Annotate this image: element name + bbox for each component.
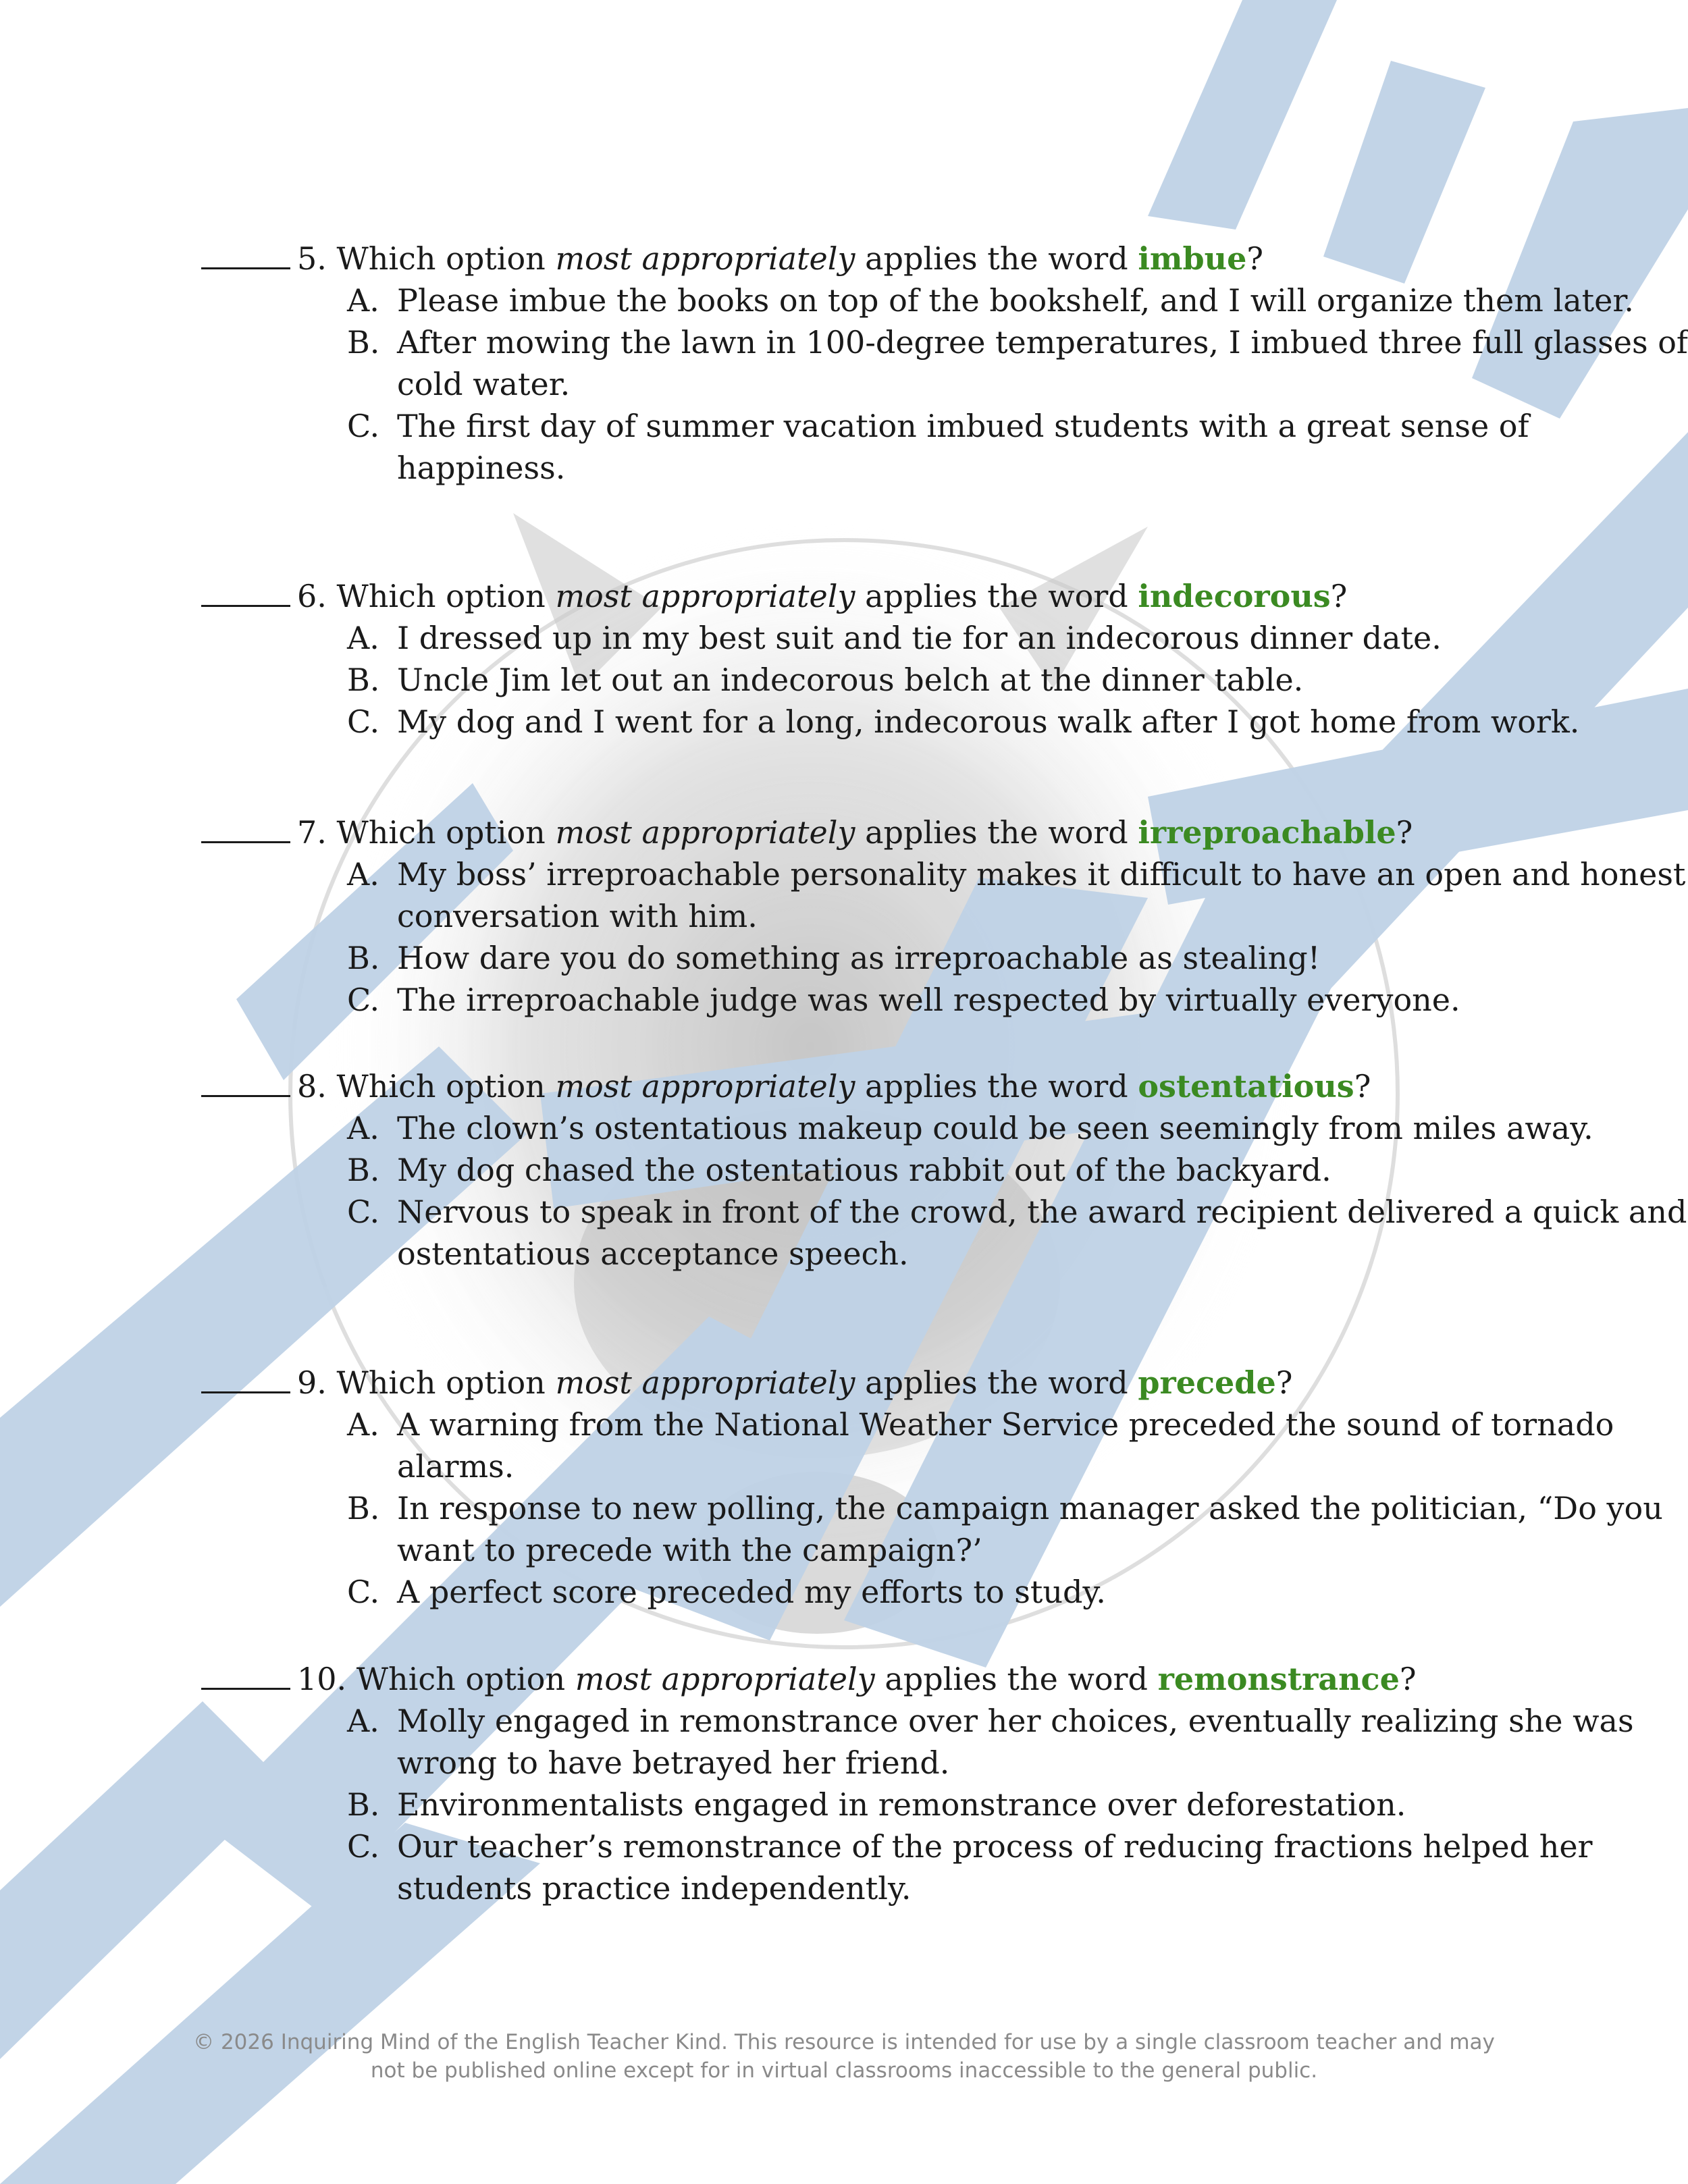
- option-letter: A.: [347, 1406, 379, 1443]
- text-span: The irreproachable judge was well respected by virtually everyone.: [397, 982, 1460, 1018]
- vocab-word: indecorous: [1138, 578, 1331, 614]
- text-span: applies the word: [865, 1364, 1128, 1401]
- text-span: In response to new polling, the campaign manager asked the politician, “Do you want to precede with the campaign?’: [397, 1490, 1663, 1568]
- text-span: After mowing the lawn in 100-degree temperatures, I imbued three full glasses of cold water.: [397, 324, 1688, 402]
- text-span: Our teacher’s remonstrance of the process of reducing fractions helped her students practice independently.: [397, 1828, 1593, 1907]
- text-span: applies the word: [885, 1661, 1148, 1697]
- stem-emphasis: most appropriately: [555, 1068, 855, 1104]
- text-span: applies the word: [865, 578, 1128, 614]
- option-a: [201, 853, 1688, 937]
- option-letter: C.: [347, 982, 380, 1018]
- option-letter: B.: [347, 324, 380, 361]
- text-span: applies the word: [865, 814, 1128, 851]
- answer-blank[interactable]: [201, 814, 290, 843]
- text-span: 9.: [297, 1364, 327, 1401]
- question-7: [201, 811, 1686, 1021]
- option-c: [201, 979, 1688, 1021]
- text-span: Which option: [336, 240, 546, 277]
- option-letter: A.: [347, 282, 379, 319]
- option-letter: C.: [347, 408, 380, 444]
- vocab-word: imbue: [1138, 240, 1247, 277]
- text-span: Environmentalists engaged in remonstrance over deforestation.: [397, 1786, 1406, 1823]
- text-span: 6.: [297, 578, 327, 614]
- question-stem: [201, 1065, 1518, 1107]
- option-letter: C.: [347, 1828, 380, 1865]
- option-b: [201, 1784, 1688, 1826]
- option-list: [201, 279, 1688, 489]
- option-letter: A.: [347, 620, 379, 656]
- option-c: [201, 1191, 1688, 1275]
- text-span: Which option: [356, 1661, 566, 1697]
- option-b: [201, 1149, 1688, 1191]
- text-span: ?: [1330, 578, 1348, 614]
- text-span: A warning from the National Weather Service preceded the sound of tornado alarms.: [397, 1406, 1614, 1485]
- option-c: [201, 405, 1688, 489]
- text-span: How dare you do something as irreproachable as stealing!: [397, 940, 1321, 976]
- text-span: Which option: [336, 1068, 546, 1104]
- option-c: [201, 1826, 1688, 1909]
- option-a: [201, 279, 1688, 321]
- text-span: ?: [1399, 1661, 1417, 1697]
- option-a: [201, 1404, 1688, 1487]
- question-5: [201, 238, 1688, 489]
- question-stem: [201, 1658, 1518, 1700]
- option-letter: B.: [347, 1152, 380, 1188]
- stem-emphasis: most appropriately: [555, 814, 855, 851]
- stem-emphasis: most appropriately: [555, 1364, 855, 1401]
- text-span: Please imbue the books on top of the bookshelf, and I will organize them later.: [397, 282, 1634, 319]
- text-span: applies the word: [865, 1068, 1128, 1104]
- option-list: [201, 1107, 1687, 1275]
- option-c: [201, 701, 1688, 743]
- stem-emphasis: most appropriately: [555, 578, 855, 614]
- option-letter: B.: [347, 1786, 380, 1823]
- text-span: Which option: [336, 1364, 546, 1401]
- option-letter: C.: [347, 1574, 380, 1610]
- option-c: [201, 1571, 1688, 1613]
- question-9: [201, 1362, 1663, 1613]
- option-list: [201, 1404, 1663, 1613]
- text-span: My dog chased the ostentatious rabbit out of the backyard.: [397, 1152, 1331, 1188]
- option-b: [201, 1487, 1688, 1571]
- option-letter: A.: [347, 1703, 379, 1739]
- question-8: [201, 1065, 1687, 1275]
- text-span: ?: [1396, 814, 1413, 851]
- text-span: 5.: [297, 240, 327, 277]
- option-a: [201, 1700, 1688, 1784]
- answer-blank[interactable]: [201, 1068, 290, 1097]
- option-list: [201, 853, 1686, 1021]
- vocab-word: ostentatious: [1138, 1068, 1354, 1104]
- footer-line-2: not be published online except for in virtual classrooms inaccessible to the general public.: [370, 2058, 1318, 2083]
- text-span: Uncle Jim let out an indecorous belch at the dinner table.: [397, 662, 1304, 698]
- text-span: 7.: [297, 814, 327, 851]
- option-list: [201, 1700, 1634, 1909]
- text-span: My boss’ irreproachable personality makes it difficult to have an open and honest conversation with him.: [397, 856, 1686, 934]
- option-b: [201, 321, 1688, 405]
- option-list: [201, 617, 1580, 743]
- question-stem: [201, 811, 1518, 853]
- question-10: [201, 1658, 1634, 1909]
- text-span: A perfect score preceded my efforts to study.: [397, 1574, 1106, 1610]
- text-span: I dressed up in my best suit and tie for an indecorous dinner date.: [397, 620, 1442, 656]
- option-letter: C.: [347, 703, 380, 740]
- answer-blank[interactable]: [201, 578, 290, 607]
- question-stem: [201, 1362, 1518, 1404]
- answer-blank[interactable]: [201, 240, 290, 269]
- option-letter: B.: [347, 1490, 380, 1526]
- option-letter: B.: [347, 662, 380, 698]
- text-span: ?: [1246, 240, 1264, 277]
- option-b: [201, 937, 1688, 979]
- option-letter: A.: [347, 1110, 379, 1146]
- option-a: [201, 617, 1688, 659]
- copyright-footer: [169, 2028, 1519, 2085]
- vocab-word: irreproachable: [1138, 814, 1396, 851]
- text-span: Which option: [336, 814, 546, 851]
- option-letter: C.: [347, 1194, 380, 1230]
- text-span: 8.: [297, 1068, 327, 1104]
- question-6: [201, 575, 1580, 743]
- footer-line-1: © 2026 Inquiring Mind of the English Teacher Kind. This resource is intended for use by a single classroom teacher and may: [193, 2030, 1495, 2054]
- text-span: Nervous to speak in front of the crowd, the award recipient delivered a quick and ostentatious acceptance speech.: [397, 1194, 1687, 1272]
- text-span: ?: [1354, 1068, 1371, 1104]
- stem-emphasis: most appropriately: [575, 1661, 875, 1697]
- text-span: Molly engaged in remonstrance over her choices, eventually realizing she was wrong to have betrayed her friend.: [397, 1703, 1634, 1781]
- text-span: ?: [1275, 1364, 1293, 1401]
- option-letter: A.: [347, 856, 379, 893]
- text-span: applies the word: [865, 240, 1128, 277]
- answer-blank[interactable]: [201, 1661, 290, 1690]
- question-stem: [201, 575, 1518, 617]
- text-span: 10.: [297, 1661, 347, 1697]
- text-span: The first day of summer vacation imbued students with a great sense of happiness.: [397, 408, 1529, 486]
- option-letter: B.: [347, 940, 380, 976]
- text-span: Which option: [336, 578, 546, 614]
- vocab-word: remonstrance: [1157, 1661, 1400, 1697]
- option-a: [201, 1107, 1688, 1149]
- vocab-word: precede: [1138, 1364, 1276, 1401]
- question-stem: [201, 238, 1518, 279]
- stem-emphasis: most appropriately: [555, 240, 855, 277]
- answer-blank[interactable]: [201, 1364, 290, 1393]
- option-b: [201, 659, 1688, 701]
- text-span: My dog and I went for a long, indecorous walk after I got home from work.: [397, 703, 1580, 740]
- text-span: The clown’s ostentatious makeup could be seen seemingly from miles away.: [397, 1110, 1593, 1146]
